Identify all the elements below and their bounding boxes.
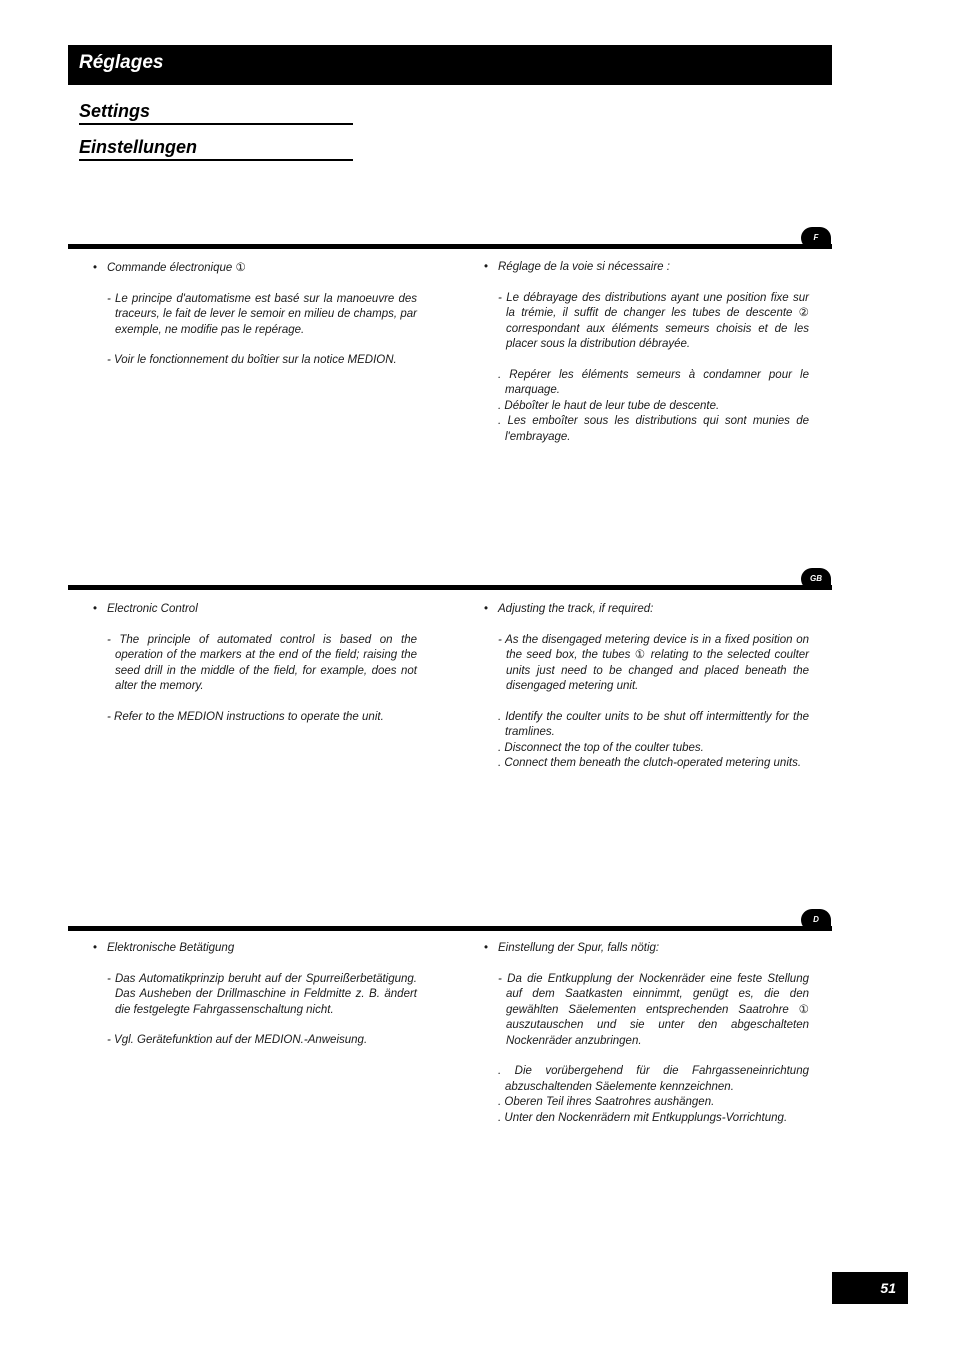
subtitle-einstellungen: Einstellungen bbox=[79, 136, 353, 161]
list-item: . Identify the coulter units to be shut off intermittently for the tramlines. bbox=[498, 710, 809, 738]
list-item: . Die vorübergehend für die Fahrgasseneinrichtung abzuschaltenden Säelemente kennzeichnen. bbox=[498, 1065, 809, 1093]
section-f-right bbox=[484, 260, 809, 445]
list-item: - Refer to the MEDION instructions to operate the unit. bbox=[107, 710, 384, 723]
bullet-heading: • Commande électronique ① bbox=[93, 261, 417, 277]
list-item: . Connect them beneath the clutch-operated metering units. bbox=[498, 757, 802, 769]
list-item: . Oberen Teil ihres Saatrohres aushängen. bbox=[498, 1096, 715, 1108]
list-item: . Déboîter le haut de leur tube de descente. bbox=[498, 399, 720, 412]
section-d-left bbox=[93, 941, 417, 1049]
section-rule-f bbox=[68, 244, 832, 249]
bullet-heading: • Electronic Control bbox=[93, 602, 417, 618]
bullet-heading: • Elektronische Betätigung bbox=[93, 941, 417, 957]
section-f-left bbox=[93, 261, 417, 369]
list-item: . Disconnect the top of the coulter tubes. bbox=[498, 741, 704, 754]
section-rule-gb bbox=[68, 585, 832, 590]
section-gb-right bbox=[484, 602, 809, 772]
subtitle-settings: Settings bbox=[79, 100, 353, 125]
bullet-heading: • Réglage de la voie si nécessaire : bbox=[484, 260, 809, 276]
section-d-right bbox=[484, 941, 809, 1126]
list-item: - Da die Entkupplung der Nockenräder eine feste Stellung auf dem Saatkasten einnimmt, genügt es, die den gewählten Säelementen entsprechenden Saatrohre ① auszutauschen und sie unter den abgeschalteten Nockenräder anzubringen. bbox=[498, 972, 809, 1047]
bullet-heading: • Einstellung der Spur, falls nötig: bbox=[484, 941, 809, 957]
list-item: - Das Automatikprinzip beruht auf der Spurreißerbetätigung. Das Ausheben der Drillmaschine in Feldmitte z. B. ändert die festgelegte Fahrgassenschaltung nicht. bbox=[107, 972, 417, 1016]
list-item: - As the disengaged metering device is in a fixed position on the seed box, the tubes ① relating to the selected coulter units just need to be changed and placed beneath the disengaged metering unit. bbox=[498, 633, 809, 692]
bullet-heading: • Adjusting the track, if required: bbox=[484, 602, 809, 618]
list-item: - Le débrayage des distributions ayant une position fixe sur la trémie, il suffit de changer les tubes de descente ② correspondant aux éléments semeurs choisis et de les placer sous la distribution débrayée. bbox=[498, 291, 809, 350]
list-item: . Unter den Nockenrädern mit Entkupplungs-Vorrichtung. bbox=[498, 1111, 788, 1124]
section-rule-d bbox=[68, 926, 832, 931]
list-item: . Les emboîter sous les distributions qui sont munies de l'embrayage. bbox=[498, 415, 809, 443]
lang-badge-f: F bbox=[801, 227, 831, 249]
list-item: - Voir le fonctionnement du boîtier sur la notice MEDION. bbox=[107, 354, 397, 366]
list-item: - The principle of automated control is based on the operation of the markers at the end of the field; raising the seed drill in the middle of the field, for example, does not alter the memory. bbox=[107, 633, 417, 692]
page-number: 51 bbox=[832, 1272, 908, 1304]
list-item: . Repérer les éléments semeurs à condamner pour le marquage. bbox=[498, 368, 809, 396]
lang-badge-gb: GB bbox=[801, 568, 831, 590]
header-bar bbox=[68, 45, 832, 85]
section-gb-left bbox=[93, 602, 417, 725]
list-item: - Le principe d'automatisme est basé sur la manoeuvre des traceurs, le fait de lever le semoir en milieu de champs, par exemple, ne modifie pas le repérage. bbox=[107, 292, 417, 336]
list-item: - Vgl. Gerätefunktion auf der MEDION.-Anweisung. bbox=[107, 1034, 368, 1046]
page-title: Réglages bbox=[79, 52, 164, 73]
lang-badge-d: D bbox=[801, 909, 831, 931]
